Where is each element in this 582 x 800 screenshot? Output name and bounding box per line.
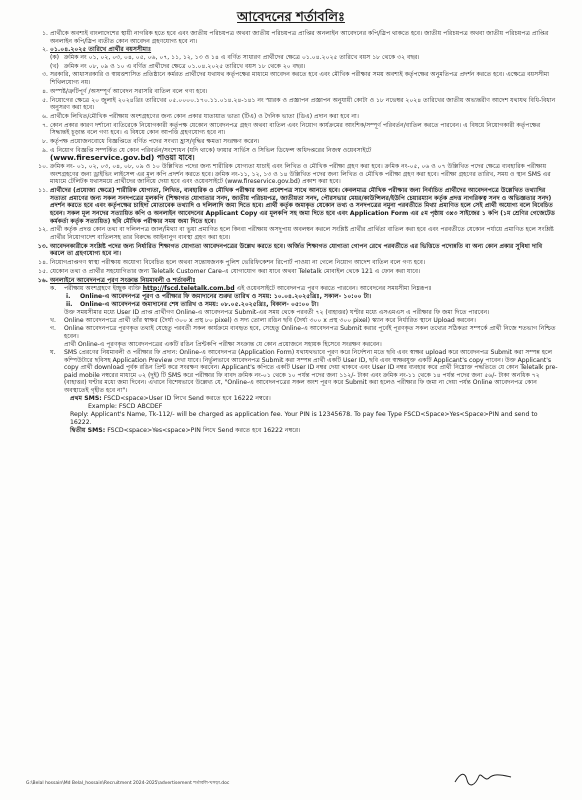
sub-text: ক্রমিক নং ০১, ০২, ০৩, ০৪, ০৫, ০৬, ০৭, ১১, ১২, ১৩ ও ১৪ এ বর্ণিত সাধারণ প্রার্থীদের ক্ষেত্রে ০১.০৪.২০২৫ তারিখে বয়স ১৮ থেকে ৩২ বছর। xyxy=(64,54,420,62)
item-text: প্রার্থী কর্তৃক প্রদত্ত কোন তথ্য বা দলিলপত্র জাল/মিথ্যা বা ভুয়া প্রমাণিত হলে কিংবা পরীক্ষায় অসদুপায় অবলম্বন করলে সংশ্লিষ্ট প্রার্থীর প্রার্থিতা বাতিল করা হবে এবং পরবর্তীতে যেকোন পর্যায়ে প্রমাণিত হলে সংশ্লিষ্ট প্রার্থীর নিয়োগাদেশ বাতিলসহ তার বিরুদ্ধে আইনানুগ ব্যবস্থা গ্রহণ করা হবে। xyxy=(50,226,554,241)
condition-3 xyxy=(30,71,558,86)
signature xyxy=(453,768,513,788)
item-number: ১. xyxy=(42,30,48,37)
date-end xyxy=(50,301,558,309)
item-text: আবেদনকারীকে সংশ্লিষ্ট পদের জন্য নির্ধারিত শিক্ষাগত যোগ্যতা আবেদনপত্রের উল্লেখ করতে হবে। অর্জিত শিক্ষাগত যোগ্যতা গোপন রেখে পরবর্তীতে এর ভিত্তিতে পদোন্নতি বা অন্য কোন প্রকার সুবিধা দাবি করলে তা গ্রহণযোগ্য হবে না। xyxy=(50,242,543,258)
item-text: নিয়োগের ক্ষেত্রে ২০ জুলাই ২০২৪খ্রিঃ তারিখের ০৫.০০০০.১৭০.১১.০১৪.২৪-১৪১ নং স্মারক ও প্রজ্ঞাপন প্রজ্ঞাপন অনুযায়ী কোটা ও ১৮ নভেম্বর ২০২৪ তারিখের জাতীয় অভ্যন্তরীণ আদেশ যথাযথ বিধি-বিধান অনুসরণ করা হবে। xyxy=(50,96,556,112)
sub-item-kha xyxy=(50,317,558,325)
date-text: Online-এ আবেদনপত্র পূরণ ও পরীক্ষার ফি জমাদানের শুরুর তারিখ ও সময়: ১০.০৪.২০২৫খ্রিঃ, সকাল- ১০:০০ টা। xyxy=(80,292,372,300)
condition-4 xyxy=(30,88,558,96)
condition-10 xyxy=(30,163,558,186)
item-text: প্রার্থীদের (প্রযোজ্য ক্ষেত্রে) শারীরিক যোগ্যতা, লিখিত, ব্যবহারিক ও মৌখিক পরীক্ষার জন্য প্রবেশপত্র সাথে আনতে হবে। কেবলমাত্র মৌখিক পরীক্ষার জন্য নির্বাচিত প্রার্থীদের আবেদনপত্রে উল্লেখিত তথ্যাদির সত্যতা প্রমাণের জন্য সকল সনদপত্রের মূলকপি (শিক্ষাগত যোগ্যতার সনদ, জাতীয় পরিচয়পত্র, জাতীয়তা সনদ, পৌরসভার মেয়র/কাউন্সিলর/ইউপি চেয়ারম্যান কর্তৃক প্রদত্ত নাগরিকত্ব সনদ ও অভিজ্ঞতার সনদ) প্রদর্শন করতে হবে এবং কর্তৃপক্ষের চাহিদা মোতাবেক তথ্যাদি ও দলিলাদি জমা দিতে হবে। প্রার্থী কর্তৃক জমাকৃত যেকোন তথ্য ও সনদপত্রের নমুনা পরবর্তীতে মিথ্যা প্রমাণিত হলে সেই প্রার্থী অযোগ্য বলে বিবেচিত হবেন। সকল মূল সনদের সত্যায়িত কপি ও অনলাইন আবেদনের Applicant Copy এর মূলকপি সহ জমা দিতে হবে এবং Application Form এর ৫ম পৃষ্ঠায় ৩x৩ সাইজের ১ কপি (১ম শ্রেণির গেজেটেড কর্মকর্তা কর্তৃক সত্যায়িত) ছবি মৌখিক পরীক্ষার সময় জমা দিতে হবে। xyxy=(50,187,555,225)
sms-instructions xyxy=(50,395,558,435)
item-number: ২. xyxy=(42,46,48,54)
sub-number: (ক) xyxy=(50,54,60,62)
website-link[interactable]: (www.fireservice.gov.bd) পাওয়া যাবে। xyxy=(50,153,195,163)
item-text: যেকোন তথ্য ও প্রার্থীর সহযোগিতার জন্য Teletalk Customer Care-এ যোগাযোগ করা যাবে অথবা Teletalk মোবাইল থেকে 121 এ ফোন করা যাবে। xyxy=(50,267,421,275)
item-number: ৯. xyxy=(42,146,48,154)
sms-second-text: FSCD<space>Yes<space>PIN লিখে Send করতে হবে 16222 নম্বরে। xyxy=(107,427,301,435)
item-text: এ নিয়োগ বিজ্ঞপ্তি সম্পর্কিত যে কোন পরিবর্তন/সংশোধন (যদি থাকে) ফায়ার সার্ভিস ও সিভিল ডিফেন্স অধিদপ্তরের নিজস্ব ওয়েবসাইটে xyxy=(50,146,372,154)
sub-number: ক. xyxy=(50,284,57,292)
item-number: ৭. xyxy=(42,121,48,129)
condition-6 xyxy=(30,113,558,121)
sms-second xyxy=(70,427,558,435)
item-number: ৬. xyxy=(42,112,48,120)
condition-8 xyxy=(30,138,558,146)
item-lead: ০১.০৪.২০২৫ তারিখে প্রার্থীর বয়সসীমাঃ xyxy=(50,46,152,54)
sub-item-ka xyxy=(50,54,558,62)
item-number: ৩. xyxy=(42,71,48,79)
sms-second-label: দ্বিতীয় SMS: xyxy=(70,427,106,435)
item-number: ৮. xyxy=(42,138,48,146)
date-start xyxy=(50,293,558,301)
sub-number: ঘ. xyxy=(50,348,56,356)
condition-7 xyxy=(30,122,558,137)
sub-number: ii. xyxy=(66,300,73,308)
item-text: প্রার্থীকে অবশ্যই বাংলাদেশের স্থায়ী নাগরিক হতে হবে এবং জাতীয় পরিচয়পত্র অথবা জাতীয় পরিচয়পত্র প্রাপ্তির অনলাইন আবেদনের কপি/স্লিপ থাকতে হবে। জাতীয় পরিচয়পত্র অথবা জাতীয় পরিচয়পত্র প্রাপ্তির অনলাইন কপি/স্লিপ ব্যতীত কোন আবেদন গ্রহণযোগ্য হবে না। xyxy=(50,30,549,45)
condition-14 xyxy=(30,259,558,267)
item-number: ১৩. xyxy=(37,242,48,250)
sub-item-kha xyxy=(50,63,558,71)
sub-text: SMS প্রেরণের নিয়মাবলী ও পরীক্ষার ফি প্রদান: Online-এ আবেদনপত্র (Application Form) যথাযথভাবে পূরণ করে নির্দেশনা মতে ছবি এবং স্বাক্ষর upload করে আবেদনপত্র Submit করা সম্পন্ন হলে কম্পিউটারে ছবিসহ Application Preview দেখা যাবে। নির্ভুলভাবে আবেদনপত্র Submit করা সম্পন্ন প্রার্থী একটি User ID, ছবি এবং স্বাক্ষরযুক্ত একটি Applicant's copy পাবেন। উক্ত Applicant's copy প্রার্থী download পূর্বক রঙিন প্রিন্ট করে সংরক্ষণ করবেন। Applicant's কপিতে একটি User ID নম্বর দেয়া থাকবে এবং User ID নম্বর ব্যবহার করে প্রার্থী নিম্নোক্ত পদ্ধতিতে যে কোন Teletalk pre-paid mobile নম্বরের মাধ্যমে ০২ (দুই) টি SMS করে পরীক্ষার ফি বাবদ ক্রমিক নং-০১ থেকে ১০ পর্যন্ত পদের জন্য ১১২/- টাকা এবং ক্রমিক নং-১১ থেকে ১৪ পর্যন্ত পদের জন্য ৫৬/- টাকা অনধিক ৭২ (বাহাত্তর) ঘণ্টার মধ্যে জমা দিবেন। এখানে বিশেষভাবে উল্লেখ্য যে, "Online-এ আবেদনপত্রের সকল অংশ পূরণ করে Submit করা হলেও পরীক্ষার ফি জমা না দেয়া পর্যন্ত Online আবেদনপত্র কোন অবস্থাতেই গৃহীত হবে না"। xyxy=(64,348,558,394)
item-number: ৫. xyxy=(42,96,48,104)
condition-5 xyxy=(30,97,558,112)
sub-text-tail: এই ওয়েবসাইটে আবেদনপত্র পূরণ করতে পারবেন। আবেদনের সময়সীমা নিম্নরূপঃ xyxy=(236,284,432,292)
sub-item-ga xyxy=(50,325,558,340)
sub-text: Online আবেদনপত্রে প্রার্থী তাঁর স্বাক্ষর (দৈর্ঘ্য ৩০০ x প্রস্থ ৮০ pixel) ও সদ্য তোলা রঙিন ছবি (দৈর্ঘ্য ৩০০ x প্রস্থ ৩০০ pixel) স্ক্যান করে নির্ধারিত স্থানে Upload করবেন। xyxy=(64,317,476,325)
item-text: সরকারি, আধাসরকারি ও স্বায়ত্তশাসিত প্রতিষ্ঠানে কর্মরত প্রার্থীদের যথাযথ কর্তৃপক্ষের মাধ্যমে আবেদন করতে হবে এবং মৌখিক পরীক্ষার সময় অবশ্যই কর্তৃপক্ষের অনুমতিপত্র প্রদর্শন করতে হবে। এক্ষেত্রে বয়সসীমা শিথিলযোগ্য নয়। xyxy=(50,71,550,86)
item-text: কোন প্রকার কারণ দর্শানো ব্যতিরেকে নিয়োগকারী কর্তৃপক্ষ যেকোন আবেদনপত্র গ্রহণ অথবা বাতিল এবং নিয়োগ কার্যক্রমের আংশিক/সম্পূর্ণ পরিবর্তন/বাতিল করতে পারবেন। এ বিষয়ে নিয়োগকারী কর্তৃপক্ষের সিদ্ধান্তই চূড়ান্ত বলে গণ্য হবে। এ বিষয়ে কোন আপত্তি গ্রহণযোগ্য হবে না। xyxy=(50,121,541,137)
item-number: ১০. xyxy=(38,163,48,171)
sms-first xyxy=(70,395,558,403)
conditions-list xyxy=(30,30,558,436)
item-text: অস্পষ্ট/ত্রুটিপূর্ণ /অসম্পূর্ণ আবেদন সরাসরি বাতিল বলে গণ্য হবে। xyxy=(50,87,208,95)
item-text: কর্তৃপক্ষ প্রয়োজনবোধে বিজ্ঞপ্তিতে বর্ণিত পদের সংখ্যা হ্রাস/বৃদ্ধির ক্ষমতা সংরক্ষণ করেন। xyxy=(50,138,260,146)
item-number: ১৬. xyxy=(37,276,48,284)
sub-item-ka xyxy=(50,285,558,293)
item-number: ১৪. xyxy=(38,259,48,267)
condition-11 xyxy=(30,187,558,225)
date-text: Online-এ আবেদনপত্র জমাদানের শেষ তারিখ ও সময়: ০৮.০৫.২০২৫খ্রিঃ, বিকাল- ০৫:০০ টা। xyxy=(80,300,319,308)
sub-text: ক্রমিক নং ০৮, ০৯ ও ১০ এ বর্ণিত প্রার্থীদের ক্ষেত্রে ০১.০৪.২০২৫ তারিখে বয়স ১৮ থেকে ২০ বছর। xyxy=(64,62,306,70)
condition-16 xyxy=(30,277,558,435)
sub-number: i. xyxy=(66,292,71,300)
item-text: নিয়োগপ্রাপ্তগণ স্বাস্থ্য পরীক্ষায় অযোগ্য বিবেচিত হলে অথবা সন্তোষজনক পুলিশ ভেরিফিকেশন রিপোর্ট পাওয়া না গেলে নিয়োগ আদেশ বাতিল বলে গণ্য হবে। xyxy=(50,259,426,267)
sub-number: গ. xyxy=(50,325,56,333)
fee-note: উক্ত সময়সীমার মধ্যে User ID প্রাপ্ত প্রার্থীগণ Online-এ আবেদনপত্র Submit-এর সময় থেকে পরবর্তী ৭২ (বাহাত্তর) ঘণ্টার মধ্যে এসএমএস এ পরীক্ষার ফি জমা দিতে পারবেন। xyxy=(64,309,490,316)
condition-9 xyxy=(30,147,558,162)
sub-text: Online আবেদনপত্রে পূরণকৃত তথ্যই যেহেতু পরবর্তী সকল কার্যক্রমে ব্যবহৃত হবে, সেহেতু Online-এ আবেদনপত্র Submit করার পূর্বেই পূরণকৃত সকল তথ্যের সঠিকতা সম্পর্কে প্রার্থী নিজে শতভাগ নিশ্চিত হবেন। xyxy=(64,325,556,340)
sms-first-text: FSCD<space>User ID লিখে Send করতে হবে 16222 নম্বরে। xyxy=(103,395,271,403)
item-number: ৪. xyxy=(42,87,48,95)
file-path-footer: G:\Belal hossain\Md Belal_hossain\Recruitment 2024-2025\advertisement শর্তাবলি-খসড়া.doc xyxy=(26,781,230,786)
application-url-link[interactable]: http://fscd.teletalk.com.bd xyxy=(142,284,235,292)
document-title: আবেদনের শর্তাবলিঃ xyxy=(237,10,345,25)
item-number: ১২. xyxy=(38,226,48,234)
sms-first-label: প্রথম SMS: xyxy=(70,395,102,403)
sub-number: (খ) xyxy=(50,62,59,70)
item-number: ১৫. xyxy=(38,267,48,275)
item-text: প্রার্থীকে লিখিত/মৌখিক পরীক্ষায় অংশগ্রহণের জন্য কোন প্রকার যাতায়াত ভাতা (টিএ) ও দৈনিক ভাতা (ডিএ) প্রদান করা হবে না। xyxy=(50,112,359,120)
sub-number: খ. xyxy=(50,317,56,325)
sub-text: পরীক্ষায় অংশগ্রহণে ইচ্ছুক ব্যক্তি xyxy=(64,284,141,292)
condition-2 xyxy=(30,46,558,70)
condition-1 xyxy=(30,30,558,45)
printout-note: প্রার্থী Online-এ পূরণকৃত আবেদনপত্রের একটি রঙিন প্রিন্টকপি পরীক্ষা সংক্রান্ত যে কোন প্রয়োজনে সহায়ক হিসেবে সংরক্ষণ করবেন। xyxy=(64,340,382,348)
item-lead: অনলাইনে আবেদনপত্র পূরণ সংক্রান্ত নিয়মাবলী ও শর্তাবলীঃ xyxy=(50,276,196,284)
condition-12 xyxy=(30,226,558,241)
condition-13 xyxy=(30,243,558,258)
sub-item-gha xyxy=(50,349,558,395)
sms-example: Example: FSCD ABCDEF xyxy=(88,403,163,411)
condition-15 xyxy=(30,268,558,276)
item-text: ক্রমিক নং- ০১, ০২, ০৩, ০৪, ০৮, ০৯ ও ১০ উল্লিখিত পদের জন্য শারীরিক যোগ্যতা যাচাই এবং লিখিত ও মৌখিক পরীক্ষা গ্রহণ করা হবে। ক্রমিক নং-০৫, ০৬ ও ০৭ উল্লিখিত পদের ক্ষেত্রে ব্যবহারিক পরীক্ষায় অংশগ্রহণের জন্য ড্রাইভিং লাইসেন্স এর মূল কপি প্রদর্শন করতে হবে। ক্রমিক নং-১১, ১২, ১৩ ও ১৪ উল্লিখিত পদের জন্য লিখিত ও মৌখিক পরীক্ষা গ্রহণ করা হবে। পরীক্ষা গ্রহণের তারিখ, সময় ও স্থান SMS এর মাধ্যমে টেলিটক যথাসময়ে প্রার্থীদের জানিয়ে দেয়া হবে এবং ওয়েবসাইটে (www.fireservice.gov.bd) প্রকাশ করা হবে। xyxy=(50,163,551,186)
sms-reply: Reply: Applicant's Name, Tk-112/- will be charged as application fee. Your PIN is 12345678. To pay fee Type FSCD<Space>Yes<Space>PIN and send to 16222. xyxy=(70,411,538,427)
item-number: ১১. xyxy=(38,187,48,195)
